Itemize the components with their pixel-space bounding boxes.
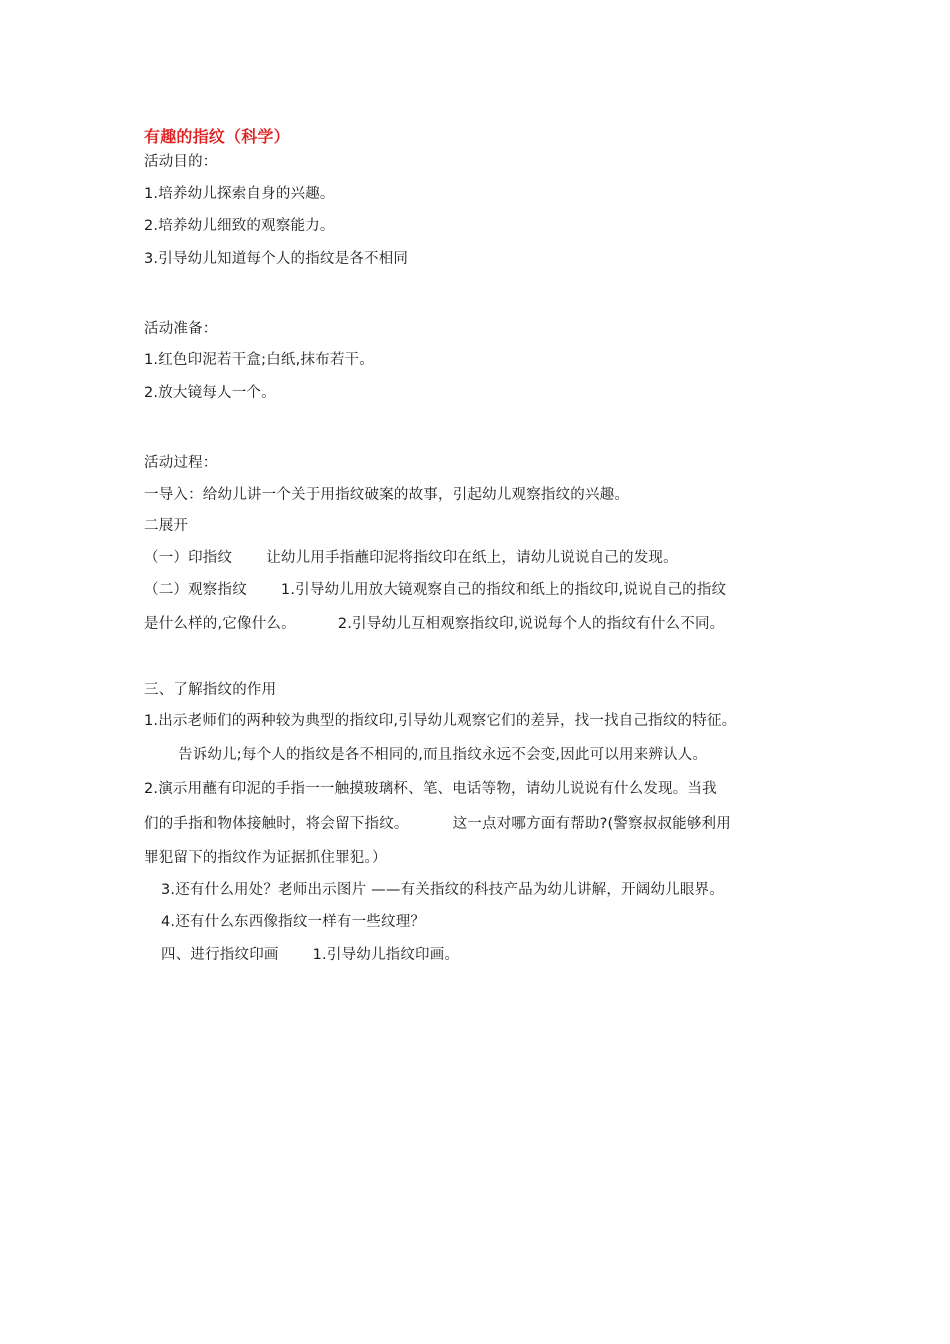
section3-line: 2.演示用蘸有印泥的手指一一触摸玻璃杯、笔、电话等物，请幼儿说说有什么发现。当我 [144, 781, 717, 797]
section3-line: 告诉幼儿;每个人的指纹是各不相同的,而且指纹永远不会变,因此可以用来辨认人。 [178, 747, 708, 763]
section3-line4a: 们的手指和物体接触时，将会留下指纹。 [144, 816, 409, 832]
document-title: 有趣的指纹（科学） [144, 127, 290, 146]
goals-heading: 活动目的： [144, 154, 218, 170]
section3-line [144, 814, 731, 834]
section3-line: 1.出示老师们的两种较为典型的指纹印,引导幼儿观察它们的差异，找一找自己指纹的特征。 [144, 713, 737, 729]
prep-item: 1.红色印泥若干盒;白纸,抹布若干。 [144, 352, 374, 368]
goal-item: 1.培养幼儿探索自身的兴趣。 [144, 186, 335, 202]
process-heading: 活动过程： [144, 455, 218, 471]
step2-line-cont [144, 614, 724, 634]
section4-heading: 四、进行指纹印画 [161, 947, 279, 963]
section3-line4b: 这一点对哪方面有帮助?(警察叔叔能够利用 [452, 816, 731, 832]
goal-item: 3.引导幼儿知道每个人的指纹是各不相同 [144, 251, 409, 267]
process-expand: 二展开 [144, 518, 189, 534]
step2-text-b: 是什么样的,它像什么。 [144, 616, 296, 632]
step1-line [144, 548, 678, 568]
section3-line: 3.还有什么用处？老师出示图片 ——有关指纹的科技产品为幼儿讲解，开阔幼儿眼界。 [161, 882, 724, 898]
section3-line: 罪犯留下的指纹作为证据抓住罪犯。） [144, 850, 387, 866]
section4-line [161, 945, 459, 965]
prep-item: 2.放大镜每人一个。 [144, 385, 276, 401]
section3-heading: 三、了解指纹的作用 [144, 682, 277, 698]
step1-text: 让幼儿用手指蘸印泥将指纹印在纸上，请幼儿说说自己的发现。 [266, 550, 678, 566]
prep-heading: 活动准备： [144, 321, 218, 337]
section4-item: 1.引导幼儿指纹印画。 [312, 947, 460, 963]
step2-text-c: 2.引导幼儿互相观察指纹印,说说每个人的指纹有什么不同。 [337, 616, 725, 632]
process-intro: 一导入：给幼儿讲一个关于用指纹破案的故事，引起幼儿观察指纹的兴趣。 [144, 487, 630, 503]
step2-label: （二）观察指纹 [144, 582, 247, 598]
step1-label: （一）印指纹 [144, 550, 233, 566]
step2-line [144, 580, 726, 600]
goal-item: 2.培养幼儿细致的观察能力。 [144, 218, 335, 234]
section3-line: 4.还有什么东西像指纹一样有一些纹理？ [161, 914, 426, 930]
step2-text: 1.引导幼儿用放大镜观察自己的指纹和纸上的指纹印,说说自己的指纹 [280, 582, 727, 598]
